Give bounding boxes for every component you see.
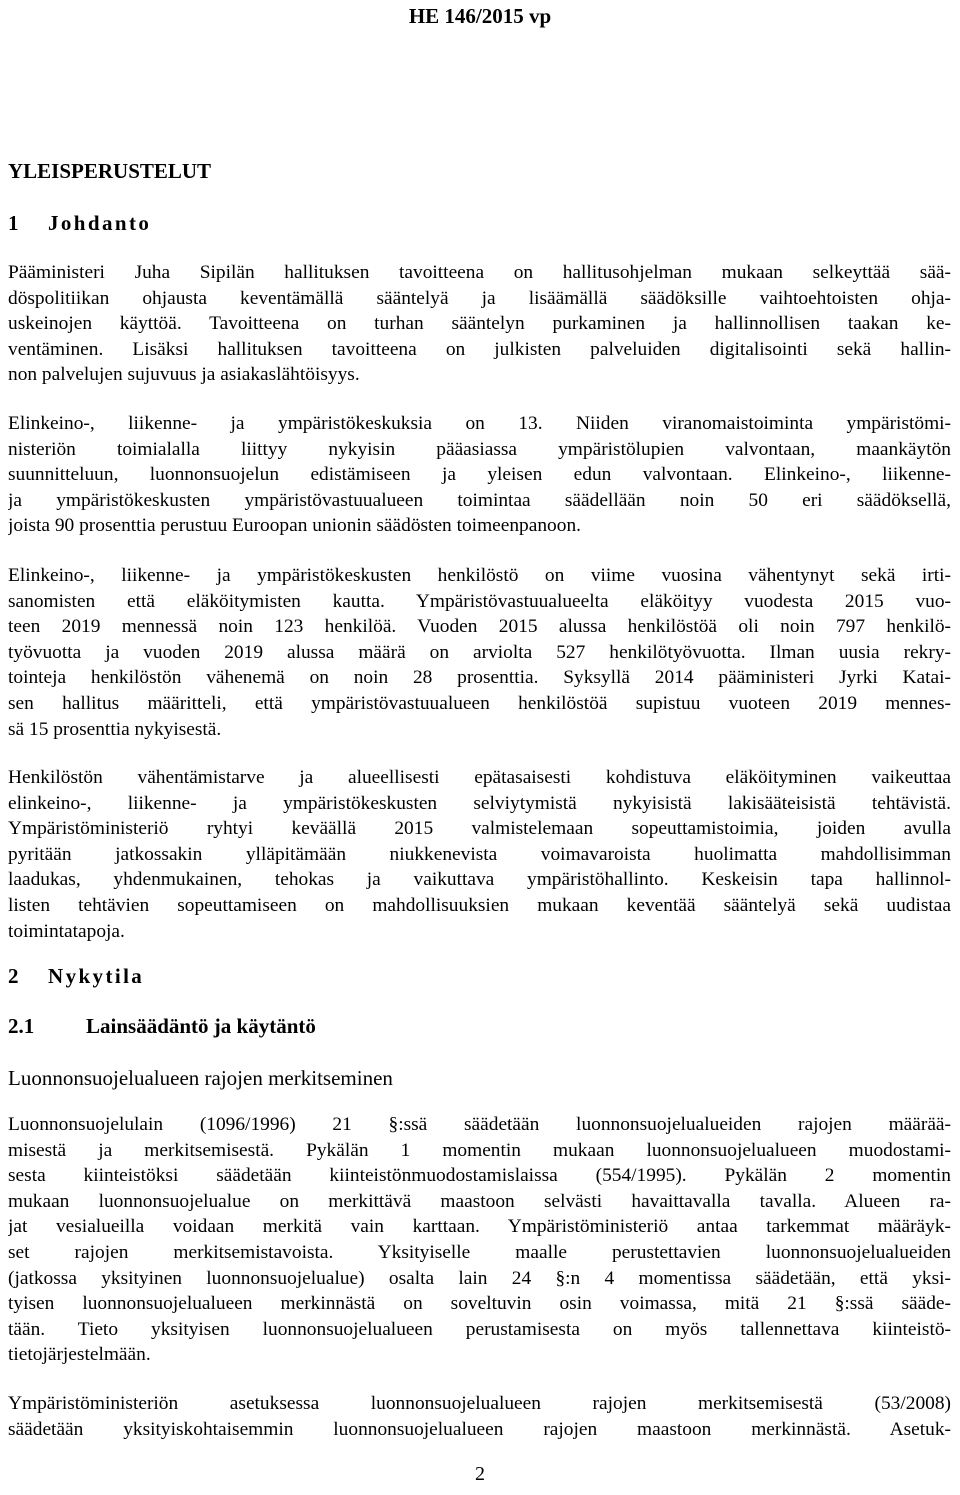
text-line: tointeja henkilöstön vähenemä on noin 28 prosenttia. Syksyllä 2014 pääministeri Jyrki Katai- xyxy=(8,667,951,689)
text-line: tään. Tieto yksityisen luonnonsuojelualueen perustamisesta on myös tallennettava kiinteistö- xyxy=(8,1318,951,1340)
text-line: Henkilöstön vähentämistarve ja alueellisesti epätasaisesti kohdistuva eläköityminen vaikeuttaa xyxy=(8,767,951,788)
text-line: nisteriön toimialalla liittyy nykyisin pääasiassa ympäristölupien valvontaan, maankäytön xyxy=(8,438,951,460)
section-heading-2-1 xyxy=(8,1014,316,1038)
text-line: Luonnonsuojelulain (1096/1996) 21 §:ssä säädetään luonnonsuojelualueiden rajojen määrää- xyxy=(8,1114,951,1135)
text-line: jat vesialueilla voidaan merkitä vain karttaan. Ympäristöministeriö antaa tarkemmat määräyk- xyxy=(8,1216,951,1238)
text-line: joista 90 prosenttia perustuu Euroopan unionin säädösten toimeenpanoon. xyxy=(8,515,581,537)
text-line: sä 15 prosenttia nykyisestä. xyxy=(8,718,222,740)
section-title: Lainsäädäntö ja käytäntö xyxy=(86,1014,316,1038)
text-line: non palvelujen sujuvuus ja asiakaslähtöisyys. xyxy=(8,364,360,386)
text-line: Ympäristöministeriön asetuksessa luonnonsuojelualueen rajojen merkitsemisestä (53/2008) xyxy=(8,1393,951,1414)
section-title: Nykytila xyxy=(48,964,145,988)
text-line: mukaan luonnonsuojelualue on merkittävä maastoon selvästi havaittavalla tavalla. Alueen ra- xyxy=(8,1190,951,1212)
section-number: 2.1 xyxy=(8,1014,35,1038)
text-line: Elinkeino-, liikenne- ja ympäristökeskuksia on 13. Niiden viranomaistoiminta ympäristömi- xyxy=(8,413,951,434)
text-line: sanomisten että eläköitymisten kautta. Ympäristövastuualueelta eläköityy vuodesta 2015 vuo- xyxy=(8,590,951,612)
text-line: set rajojen merkitsemistavoista. Yksityiselle maalle perustettavien luonnonsuojelualueiden xyxy=(8,1241,951,1263)
text-line: uskeinojen käyttöä. Tavoitteena on turhan sääntelyn purkaminen ja hallinnollisen taakan ke- xyxy=(8,313,951,335)
page-number: 2 xyxy=(475,1463,485,1485)
text-line: döspolitiikan ohjausta keventämällä sääntelyä ja lisäämällä säädöksille vaihtoehtoisten ohja- xyxy=(8,287,951,309)
text-line: elinkeino-, liikenne- ja ympäristökeskusten selviytymistä nykyisistä lakisääteisistä tehtävistä. xyxy=(8,792,951,814)
paragraph-conservation-law xyxy=(8,1112,951,1368)
paragraph-ministry-decree xyxy=(8,1391,951,1442)
section-title: Johdanto xyxy=(48,211,152,235)
text-line: ventäminen. Lisäksi hallituksen tavoitteena on julkisten palveluiden digitalisointi sekä hallin- xyxy=(8,338,951,360)
paragraph-ely-centres xyxy=(8,411,951,539)
text-line: suunnitteluun, luonnonsuojelun edistämiseen ja yleisen edun valvontaan. Elinkeino-, liikenne- xyxy=(8,464,951,486)
document-id-header: HE 146/2015 vp xyxy=(408,4,552,28)
subheading-boundary-marking: Luonnonsuojelualueen rajojen merkitseminen xyxy=(8,1066,393,1090)
text-line: laadukas, yhdenmukainen, tehokas ja vaikuttava ympäristöhallinto. Keskeisin tapa hallinnol- xyxy=(8,869,951,891)
text-line: tyisen luonnonsuojelualueen merkinnästä on soveltuvin osin voimassa, mitä 21 §:ssä sääde- xyxy=(8,1293,951,1315)
paragraph-introduction xyxy=(8,260,951,388)
paragraph-adaptation xyxy=(8,765,951,944)
text-line: säädetään yksityiskohtaisemmin luonnonsuojelualueen rajojen maastoon merkinnästä. Asetuk- xyxy=(8,1418,951,1440)
section-heading-2 xyxy=(8,964,144,988)
text-line: Pääministeri Juha Sipilän hallituksen tavoitteena on hallitusohjelman mukaan selkeyttää sää- xyxy=(8,262,951,283)
text-line: pyritään jatkossakin ylläpitämään niukkenevista voimavaroista huolimatta mahdollisimman xyxy=(8,843,951,865)
section-heading-1 xyxy=(8,211,151,235)
text-line: listen tehtävien sopeuttamiseen on mahdollisuuksien mukaan keventää sääntelyä sekä uudistaa xyxy=(8,894,951,916)
text-line: sen hallitus määritteli, että ympäristövastuualueen henkilöstöä supistuu vuoteen 2019 mennes- xyxy=(8,692,951,714)
text-line: ja ympäristökeskusten ympäristövastuualueen toimintaa säädellään noin 50 eri säädöksellä, xyxy=(8,489,951,511)
text-line: sesta kiinteistöksi säädetään kiinteistönmuodostamislaissa (554/1995). Pykälän 2 momentin xyxy=(8,1165,951,1187)
section-number: 2 xyxy=(8,964,19,988)
text-line: tietojärjestelmään. xyxy=(8,1344,151,1366)
text-line: teen 2019 mennessä noin 123 henkilöä. Vuoden 2015 alussa henkilöstöä oli noin 797 henkilö- xyxy=(8,616,951,638)
text-line: Elinkeino-, liikenne- ja ympäristökeskusten henkilöstö on viime vuosina vähentynyt sekä irti- xyxy=(8,565,951,586)
paragraph-personnel xyxy=(8,563,951,742)
text-line: Ympäristöministeriö ryhtyi keväällä 2015 valmistelemaan sopeuttamistoimia, joiden avulla xyxy=(8,818,951,840)
text-line: misestä ja merkitsemisestä. Pykälän 1 momentin mukaan luonnonsuojelualueen muodostami- xyxy=(8,1139,951,1161)
section-title-yleisperustelut: YLEISPERUSTELUT xyxy=(8,159,212,183)
section-number: 1 xyxy=(8,211,19,235)
text-line: (jatkossa yksityinen luonnonsuojelualue) osalta lain 24 §:n 4 momentissa säädetään, että yksi- xyxy=(8,1267,951,1289)
text-line: työvuotta ja vuoden 2019 alussa määrä on arviolta 527 henkilötyövuotta. Ilman uusia rekry- xyxy=(8,641,951,663)
text-line: toimintatapoja. xyxy=(8,920,125,942)
